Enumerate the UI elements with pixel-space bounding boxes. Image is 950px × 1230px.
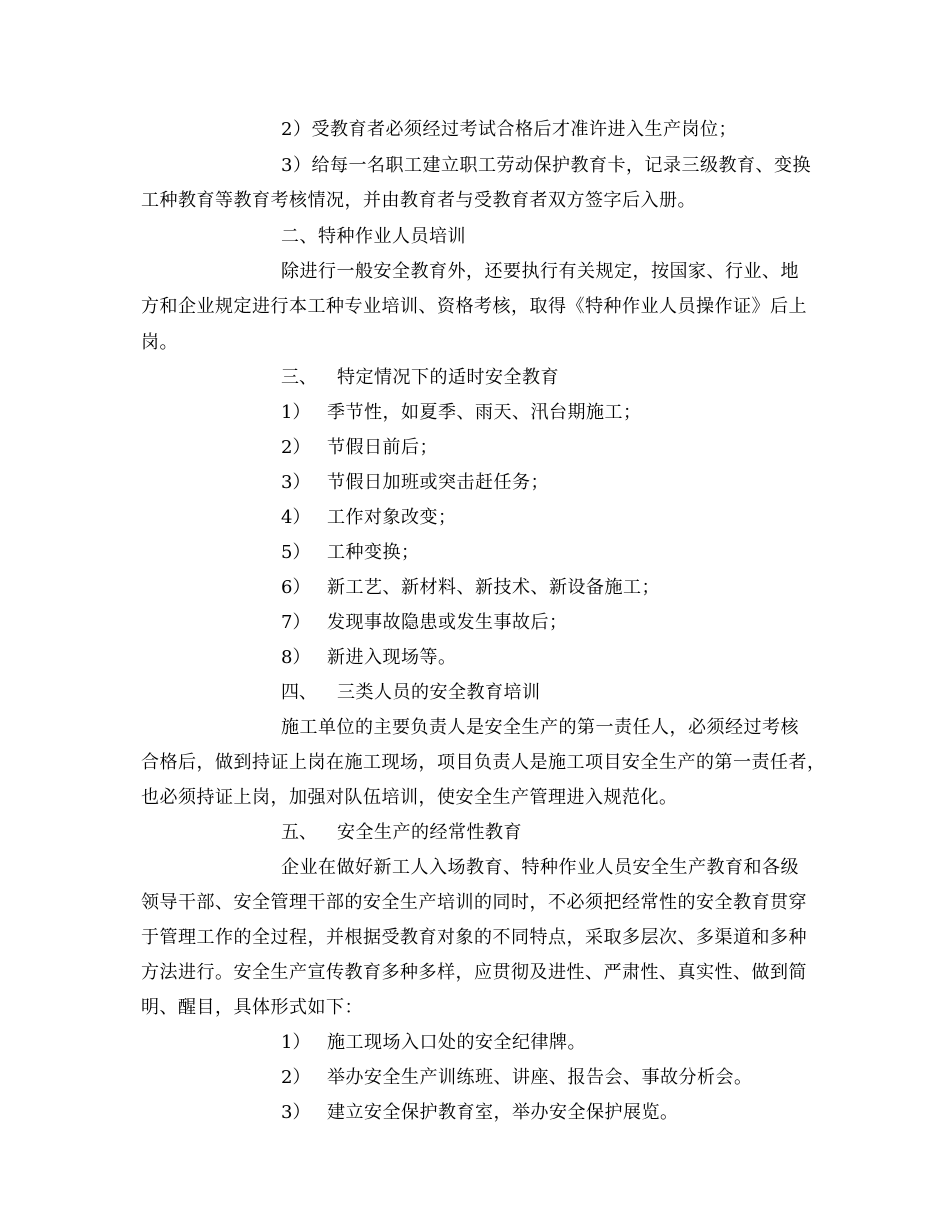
list-number: 7） — [281, 612, 311, 633]
paragraph-line: 施工单位的主要负责人是安全生产的第一责任人，必须经过考核 — [281, 717, 799, 738]
paragraph-line: 明、醒目，具体形式如下： — [141, 997, 363, 1018]
list-text: 举办安全生产训练班、讲座、报告会、事故分析会。 — [327, 1067, 753, 1088]
list-number: 8） — [281, 647, 311, 668]
paragraph-line: 于管理工作的全过程，并根据受教育对象的不同特点，采取多层次、多渠道和多种 — [141, 927, 807, 948]
list-text: 施工现场入口处的安全纪律牌。 — [327, 1032, 586, 1053]
paragraph-line: 工种教育等教育考核情况，并由教育者与受教育者双方签字后入册。 — [141, 190, 696, 211]
heading-text: 安全生产的经常性教育 — [337, 822, 522, 843]
heading-text: 特定情况下的适时安全教育 — [337, 367, 559, 388]
heading-text: 三类人员的安全教育培训 — [337, 682, 541, 703]
list-number: 1） — [281, 402, 311, 423]
list-text: 季节性，如夏季、雨天、汛台期施工； — [327, 402, 642, 423]
paragraph-line: 方法进行。安全生产宣传教育多种多样，应贯彻及进性、严肃性、真实性、做到简 — [141, 962, 807, 983]
list-text: 工作对象改变； — [327, 507, 457, 528]
paragraph-line: 也必须持证上岗，加强对队伍培训，使安全生产管理进入规范化。 — [141, 787, 678, 808]
heading-number: 五、 — [281, 822, 317, 843]
list-text: 节假日前后； — [327, 437, 438, 458]
paragraph-line: 领导干部、安全管理干部的安全生产培训的同时，不必须把经常性的安全教育贯穿 — [141, 892, 807, 913]
list-text: 工种变换； — [327, 542, 420, 563]
section-heading: 二、特种作业人员培训 — [281, 226, 466, 247]
paragraph-line: 企业在做好新工人入场教育、特种作业人员安全生产教育和各级 — [281, 857, 799, 878]
list-number: 1） — [281, 1032, 311, 1053]
paragraph-line: 岗。 — [141, 332, 178, 353]
heading-number: 三、 — [281, 367, 317, 388]
list-text: 新工艺、新材料、新技术、新设备施工； — [327, 577, 660, 598]
list-text: 建立安全保护教育室，举办安全保护展览。 — [327, 1102, 679, 1123]
paragraph-line: 2）受教育者必须经过考试合格后才准许进入生产岗位； — [281, 119, 737, 140]
list-number: 5） — [281, 542, 311, 563]
list-number: 4） — [281, 507, 311, 528]
list-text: 新进入现场等。 — [327, 647, 457, 668]
list-number: 2） — [281, 437, 311, 458]
list-number: 6） — [281, 577, 311, 598]
paragraph-line: 方和企业规定进行本工种专业培训、资格考核，取得《特种作业人员操作证》后上 — [141, 296, 807, 317]
list-number: 3） — [281, 1102, 311, 1123]
list-number: 2） — [281, 1067, 311, 1088]
list-text: 发现事故隐患或发生事故后； — [327, 612, 568, 633]
heading-number: 四、 — [281, 682, 317, 703]
list-number: 3） — [281, 472, 311, 493]
paragraph-line: 合格后，做到持证上岗在施工现场，项目负责人是施工项目安全生产的第一责任者， — [141, 752, 826, 773]
list-text: 节假日加班或突击赶任务； — [327, 472, 549, 493]
paragraph-line: 除进行一般安全教育外，还要执行有关规定，按国家、行业、地 — [281, 261, 799, 282]
paragraph-line: 3）给每一名职工建立职工劳动保护教育卡，记录三级教育、变换 — [281, 155, 811, 176]
